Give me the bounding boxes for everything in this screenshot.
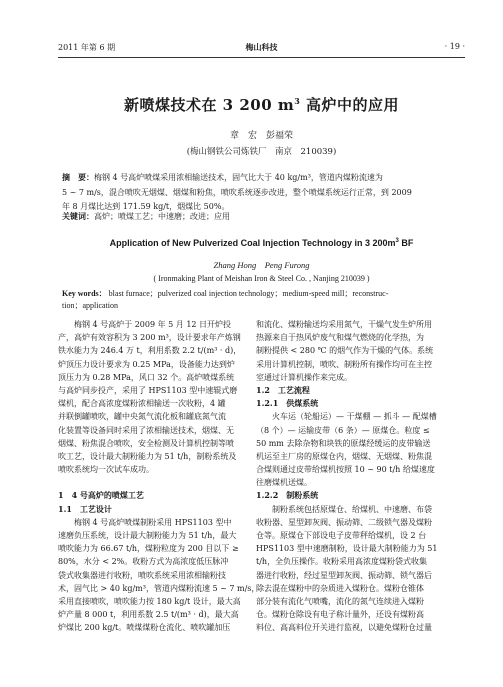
body-line: 火车运（轮船运）— 干煤棚 — 抓斗 — 配煤槽: [272, 412, 437, 422]
body-line: 速磨负压系统，设计最大制粉能力为 51 t/h，最大: [58, 531, 237, 540]
body-line: 制粉提供 < 280 ℃ 的烟气作为干燥的气体。系统: [256, 346, 434, 356]
body-line: 除去混在煤粉中的杂质进入煤粉仓。煤粉仓锥体: [256, 583, 424, 593]
body-line: 术，固气比 > 40 kg/m³，管道内煤粉流速 5 ~ 7 m/s，: [58, 583, 260, 593]
body-column-right: [256, 318, 466, 635]
section-heading: 1.2.2 制粉系统: [256, 490, 319, 501]
english-title: [58, 238, 465, 248]
body-line: 器进行收粉，经过星型卸灰阀、振动筛、锁气器后: [256, 570, 432, 580]
body-line: HPS1103 型中速磨制粉，设计最大制粉能力为 51: [256, 544, 438, 554]
body-line: 与高炉同步投产，采用了 HPS1103 型中速辊式磨: [58, 385, 238, 395]
paper-title: [58, 94, 465, 115]
body-line: 机运至主厂房的原煤仓内，烟煤、无烟煤、粉焦混: [256, 451, 432, 461]
en-title-main: Application of New Pulverized Coal Injection Technology in 3 200m: [109, 238, 396, 248]
body-line: 料位、高高料位开关进行监视，以避免煤粉仓过量: [256, 623, 432, 633]
running-header: [58, 42, 465, 56]
body-line: 室通过计算机操作来完成。: [256, 372, 352, 382]
body-line: 往磨煤机送煤。: [256, 478, 312, 488]
section-heading: 1.2.1 供煤系统: [256, 398, 319, 409]
title-tail: 高炉中的应用: [300, 96, 400, 114]
body-line: 炉煤比 200 kg/t。喷煤煤粉仓流化、喷吹罐加压: [58, 623, 231, 633]
keywords-label: 关键词：: [62, 211, 94, 221]
body-line: 炉顶压力设计要求为 0.25 MPa，设备能力达到炉: [58, 359, 235, 369]
english-authors: Zhang Hong Peng Furong: [213, 260, 310, 270]
header-rule: [58, 57, 465, 58]
affiliation: (梅山钢铁公司炼铁厂 南京 210039): [186, 147, 337, 157]
title-main: 新喷煤技术在 3 200 m: [123, 96, 295, 114]
body-line: 化装置等设备同时采用了浓相输送技术，烟煤、无: [58, 425, 234, 435]
journal-name: 梅山科技: [245, 42, 278, 52]
title-sup: 3: [294, 96, 301, 106]
page-number: · 19 ·: [444, 42, 465, 51]
section-heading: 1.2 工艺流程: [256, 384, 310, 395]
body-line: [58, 476, 258, 489]
body-line: 煤机，配合高浓度煤粉浓相输送一次收粉，4 罐: [58, 399, 226, 409]
body-line: 仓等。原煤仓下部设电子皮带秤给煤机，设 2 台: [256, 531, 427, 540]
abstract: [62, 170, 462, 215]
english-keywords: [62, 288, 464, 312]
body-line: 袋式收集器进行收粉，喷吹系统采用浓相输粉技: [58, 570, 226, 580]
body-line: 烟煤、粉焦混合喷吹，安全检测及计算机控制等喷: [58, 438, 234, 448]
section-heading: 1.1 工艺设计: [58, 503, 112, 514]
en-kw-line-0: [62, 288, 464, 300]
abstract-line-1: 5 ~ 7 m/s，混合喷吹无烟煤、烟煤和粉焦，喷吹系统逐步改进，整个喷煤系统运行正常，到 2009: [62, 187, 412, 197]
body-line: 50 mm 去除杂物和块铁的原煤经缓运的皮带输送: [256, 438, 431, 448]
body-line: 并联倒罐喷吹，罐中央氮气流化板和罐底氮气流: [58, 412, 226, 422]
keywords-text: 高炉；喷煤工艺；中速磨；改进；应用: [94, 212, 230, 221]
body-column-left: [58, 318, 258, 635]
abstract-label: 摘 要：: [62, 172, 94, 182]
keywords: [62, 211, 230, 222]
abstract-line-2: 年 8 月煤比达到 171.59 kg/t，烟煤比 50%。: [62, 202, 230, 212]
en-title-tail: BF: [398, 238, 414, 248]
abstract-text-0: 梅钢 4 号高炉喷煤采用浓相输送技术，固气比大于 40 kg/m³，管道内煤粉流速为: [94, 173, 383, 182]
en-kw-text-0: blast furnace；pulverized coal injection technology；medium-speed mill；reconstruc-: [108, 289, 389, 298]
body-line: 部分装有流化气喷嘴，流化的氮气连续进入煤粉: [256, 596, 424, 606]
body-line: 合煤则通过皮带给煤机按照 10 ~ 90 t/h 给煤速度: [256, 465, 435, 475]
body-line: 采用直接喷吹，喷吹能力按 180 kg/t 设计，最大高: [58, 596, 241, 606]
body-line: 和流化、煤粉输送均采用氮气，干燥气发生炉所用: [256, 320, 432, 329]
en-kw-label: Key words：: [62, 289, 107, 298]
body-line: 顶压力为 0.28 MPa，风口 32 个。高炉喷煤系统: [58, 372, 235, 382]
body-line: 梅钢 4 号高炉喷煤制粉采用 HPS1103 型中: [74, 517, 232, 527]
body-line: 吹工艺，设计最大制粉能力为 51 t/h，制粉系统及: [58, 451, 237, 461]
body-line: 喷吹系统均一次试车成功。: [58, 465, 154, 475]
body-line: 仓。煤粉仓除设有电子称计量外，还设有煤粉高: [256, 610, 424, 620]
body-line: 收粉器、星型卸灰阀、振动筛、二级锁气器及煤粉: [256, 517, 432, 527]
body-line: 产，高炉有效容积为 3 200 m³，设计要求年产炼钢: [58, 333, 241, 343]
issue-label: 2011 年第 6 期: [58, 43, 116, 52]
body-line: 热源来自于热风炉废气和煤气燃烧的化学热，为: [256, 333, 424, 343]
authors: 章 宏 彭福荣: [229, 131, 293, 141]
en-title-sup: 3: [395, 238, 399, 244]
body-line: 炉产量 8 000 t，利用系数 2.5 t/(m³ · d)，最大高: [58, 610, 239, 620]
body-line: 80%，水分 < 2%。收粉方式为高浓度低压脉冲: [58, 557, 229, 567]
en-kw-line-1: tion；application: [62, 301, 118, 310]
english-affiliation: ( Ironmaking Plant of Meishan Iron & Steel Co. , Nanjing 210039 ): [153, 274, 370, 283]
body-line: 采用计算机控制，喷吹、制粉所有操作均可在主控: [256, 359, 432, 369]
body-line: t/h，全负压操作。收粉采用高浓度煤粉袋式收集: [256, 557, 428, 567]
body-line: 铁水能力为 246.4 万 t，利用系数 2.2 t/(m³ · d)，: [58, 346, 242, 356]
body-line: 制粉系统包括原煤仓、给煤机、中速磨、布袋: [272, 504, 432, 514]
section-heading: 1 4 号高炉的喷煤工艺: [58, 490, 144, 501]
body-line: 梅钢 4 号高炉于 2009 年 5 月 12 日开炉投: [74, 320, 232, 329]
abstract-line-0: [62, 170, 462, 186]
body-line: （8 个）— 运输皮带（6 条）— 原煤仓。粒度 ≤: [256, 425, 430, 435]
body-line: 喷吹能力为 66.67 t/h，煤粉粒度为 200 目以下 ≥: [58, 544, 239, 554]
